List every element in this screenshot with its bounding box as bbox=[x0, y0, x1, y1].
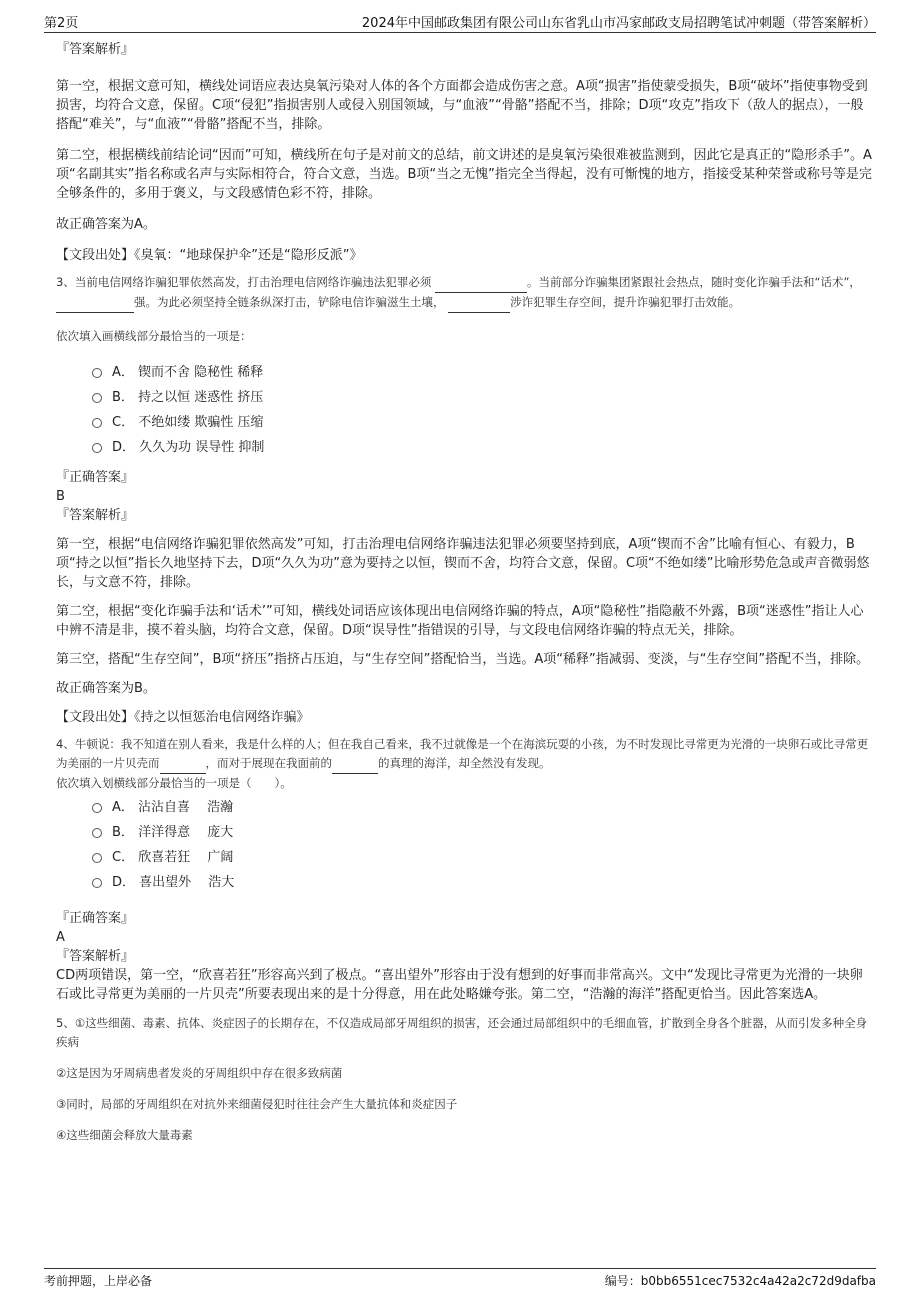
option-key: D． bbox=[112, 875, 136, 890]
page-header bbox=[44, 10, 876, 33]
radio-icon[interactable] bbox=[92, 853, 102, 863]
footer-slogan: 考前押题，上岸必备 bbox=[44, 1274, 153, 1288]
analysis-paragraph: 第一空，根据“电信网络诈骗犯罪依然高发”可知，打击治理电信网络诈骗违法犯罪必须要坚持到底，A项“锲而不舍”比喻有恒心、有毅力，B项“持之以恒”指长久地坚持下去，D项“久久为功”意为要持之以恒，锲而不舍，均符合文意，保留。C项“不绝如缕”比喻形势危急或声音微弱悠长，与文意不符，排除。 bbox=[56, 537, 870, 590]
radio-icon[interactable] bbox=[92, 443, 102, 453]
answer-label: 『正确答案』 bbox=[56, 470, 135, 485]
question-prompt: 依次填入画横线部分最恰当的一项是： bbox=[56, 329, 252, 343]
radio-icon[interactable] bbox=[92, 828, 102, 838]
document-body bbox=[56, 40, 872, 1145]
analysis-label: 『答案解析』 bbox=[56, 949, 135, 964]
option-b[interactable] bbox=[56, 385, 872, 410]
option-a[interactable] bbox=[56, 360, 872, 385]
answer-blank bbox=[448, 293, 510, 313]
question-stem bbox=[56, 273, 872, 313]
option-text: 欣喜若狂 广阔 bbox=[138, 850, 234, 865]
option-text: 喜出望外 浩大 bbox=[139, 875, 235, 890]
answer-label: 『正确答案』 bbox=[56, 911, 135, 926]
conclusion: 故正确答案为B。 bbox=[56, 681, 156, 696]
option-d[interactable] bbox=[56, 870, 872, 895]
answer-blank bbox=[332, 754, 378, 774]
radio-icon[interactable] bbox=[92, 878, 102, 888]
question-stem bbox=[56, 735, 872, 774]
radio-icon[interactable] bbox=[92, 368, 102, 378]
option-a[interactable] bbox=[56, 795, 872, 820]
answer-blank bbox=[56, 293, 134, 313]
stem-part: ，而对于展现在我面前的 bbox=[205, 756, 332, 770]
document-id: 编号：b0bb6551cec7532c4a42a2c72d9dafba bbox=[604, 1274, 876, 1288]
correct-answer: B bbox=[56, 489, 65, 504]
stem-part: 强。为此必须坚持全链条纵深打击，铲除电信诈骗滋生土壤， bbox=[134, 295, 445, 309]
analysis-paragraph: 第二空，根据“变化诈骗手法和‘话术’”可知，横线处词语应该体现出电信网络诈骗的特点，A项“隐秘性”指隐蔽不外露，B项“迷惑性”指让人心中辨不清是非，摸不着头脑，均符合文意，保留。D项“误导性”指错误的引导，与文段电信网络诈骗的特点无关，排除。 bbox=[56, 604, 864, 638]
stem-part: 3、当前电信网络诈骗犯罪依然高发，打击治理电信网络诈骗违法犯罪必须 bbox=[56, 275, 432, 289]
analysis-paragraph: CD两项错误，第一空，“欣喜若狂”形容高兴到了极点。“喜出望外”形容由于没有想到的好事而非常高兴。文中“发现比寻常更为光滑的一块卵石或比寻常更为美丽的一片贝壳”所要表现出来的是十分得意，用在此处略嫌夸张。第二空，“浩瀚的海洋”搭配更恰当。因此答案选A。 bbox=[56, 968, 863, 1002]
options-list bbox=[56, 795, 872, 895]
stem-part: 。当前部分诈骗集团紧跟社会热点，随时变化诈骗手法和“话术”， bbox=[526, 275, 861, 289]
stem-part: 的真理的海洋，却全然没有发现。 bbox=[378, 756, 551, 770]
sentence-item: ④这些细菌会释放大量毒素 bbox=[56, 1128, 193, 1142]
analysis-paragraph: 第二空，根据横线前结论词“因而”可知，横线所在句子是对前文的总结，前文讲述的是臭氧污染很难被监测到，因此它是真正的“隐形杀手”。A项“名副其实”指名称或名声与实际相符合，符合文意，当选。B项“当之无愧”指完全当得起，没有可惭愧的地方，指接受某种荣誉或称号等是完全够条件的，多用于褒义，与文段感情色彩不符，排除。 bbox=[56, 148, 872, 201]
option-text: 沾沾自喜 浩瀚 bbox=[138, 800, 234, 815]
option-text: 锲而不舍 隐秘性 稀释 bbox=[138, 365, 264, 380]
option-key: D． bbox=[112, 440, 136, 455]
answer-blank bbox=[435, 273, 527, 293]
option-d[interactable] bbox=[56, 435, 872, 460]
source-citation: 【文段出处】《臭氧：“地球保护伞”还是“隐形反派”》 bbox=[56, 248, 363, 263]
answer-blank bbox=[160, 754, 206, 774]
sentence-item: ②这是因为牙周病患者发炎的牙周组织中存在很多致病菌 bbox=[56, 1066, 343, 1080]
radio-icon[interactable] bbox=[92, 418, 102, 428]
analysis-label: 『答案解析』 bbox=[56, 42, 135, 57]
analysis-paragraph: 第一空，根据文意可知，横线处词语应表达臭氧污染对人体的各个方面都会造成伤害之意。A项“损害”指使蒙受损失，B项“破坏”指使事物受到损害，均符合文意，保留。C项“侵犯”指损害别人或侵入别国领域，与“血液”“骨骼”搭配不当，排除；D项“攻克”指攻下（敌人的据点），一般搭配“难关”，与“血液”“骨骼”搭配不当，排除。 bbox=[56, 79, 868, 132]
option-key: B． bbox=[112, 390, 134, 405]
option-text: 持之以恒 迷惑性 挤压 bbox=[138, 390, 264, 405]
source-citation: 【文段出处】《持之以恒惩治电信网络诈骗》 bbox=[56, 710, 310, 725]
radio-icon[interactable] bbox=[92, 393, 102, 403]
option-key: C． bbox=[112, 850, 135, 865]
analysis-paragraph: 第三空，搭配“生存空间”，B项“挤压”指挤占压迫，与“生存空间”搭配恰当，当选。A项“稀释”指减弱、变淡，与“生存空间”搭配不当，排除。 bbox=[56, 652, 870, 667]
option-c[interactable] bbox=[56, 845, 872, 870]
options-list bbox=[56, 360, 872, 460]
option-key: C． bbox=[112, 415, 135, 430]
document-title: 2024年中国邮政集团有限公司山东省乳山市冯家邮政支局招聘笔试冲刺题（带答案解析） bbox=[361, 16, 876, 31]
option-key: A． bbox=[112, 365, 134, 380]
stem-part: 涉诈犯罪生存空间，提升诈骗犯罪打击效能。 bbox=[510, 295, 741, 309]
option-text: 洋洋得意 庞大 bbox=[138, 825, 234, 840]
page-number: 第2页 bbox=[44, 16, 79, 31]
option-text: 久久为功 误导性 抑制 bbox=[139, 440, 265, 455]
conclusion: 故正确答案为A。 bbox=[56, 217, 156, 232]
stem-part: 4、牛顿说：我不知道在别人看来，我是什么样的人；但在我自己看来，我不过就像是一个在海滨玩耍的小孩，为不时发现比寻常更为光滑的一块卵石或比寻常更为美丽的一片贝壳而 bbox=[56, 737, 869, 770]
option-c[interactable] bbox=[56, 410, 872, 435]
question-prompt: 依次填入划横线部分最恰当的一项是（ ）。 bbox=[56, 776, 292, 790]
option-key: A． bbox=[112, 800, 134, 815]
correct-answer: A bbox=[56, 930, 65, 945]
page-footer bbox=[44, 1268, 876, 1289]
question-stem: 5、①这些细菌、毒素、抗体、炎症因子的长期存在，不仅造成局部牙周组织的损害，还会通过局部组织中的毛细血管，扩散到全身各个脏器，从而引发多种全身疾病 bbox=[56, 1016, 868, 1049]
option-b[interactable] bbox=[56, 820, 872, 845]
sentence-item: ③同时，局部的牙周组织在对抗外来细菌侵犯时往往会产生大量抗体和炎症因子 bbox=[56, 1097, 458, 1111]
option-text: 不绝如缕 欺骗性 压缩 bbox=[138, 415, 264, 430]
option-key: B． bbox=[112, 825, 134, 840]
radio-icon[interactable] bbox=[92, 803, 102, 813]
analysis-label: 『答案解析』 bbox=[56, 508, 135, 523]
